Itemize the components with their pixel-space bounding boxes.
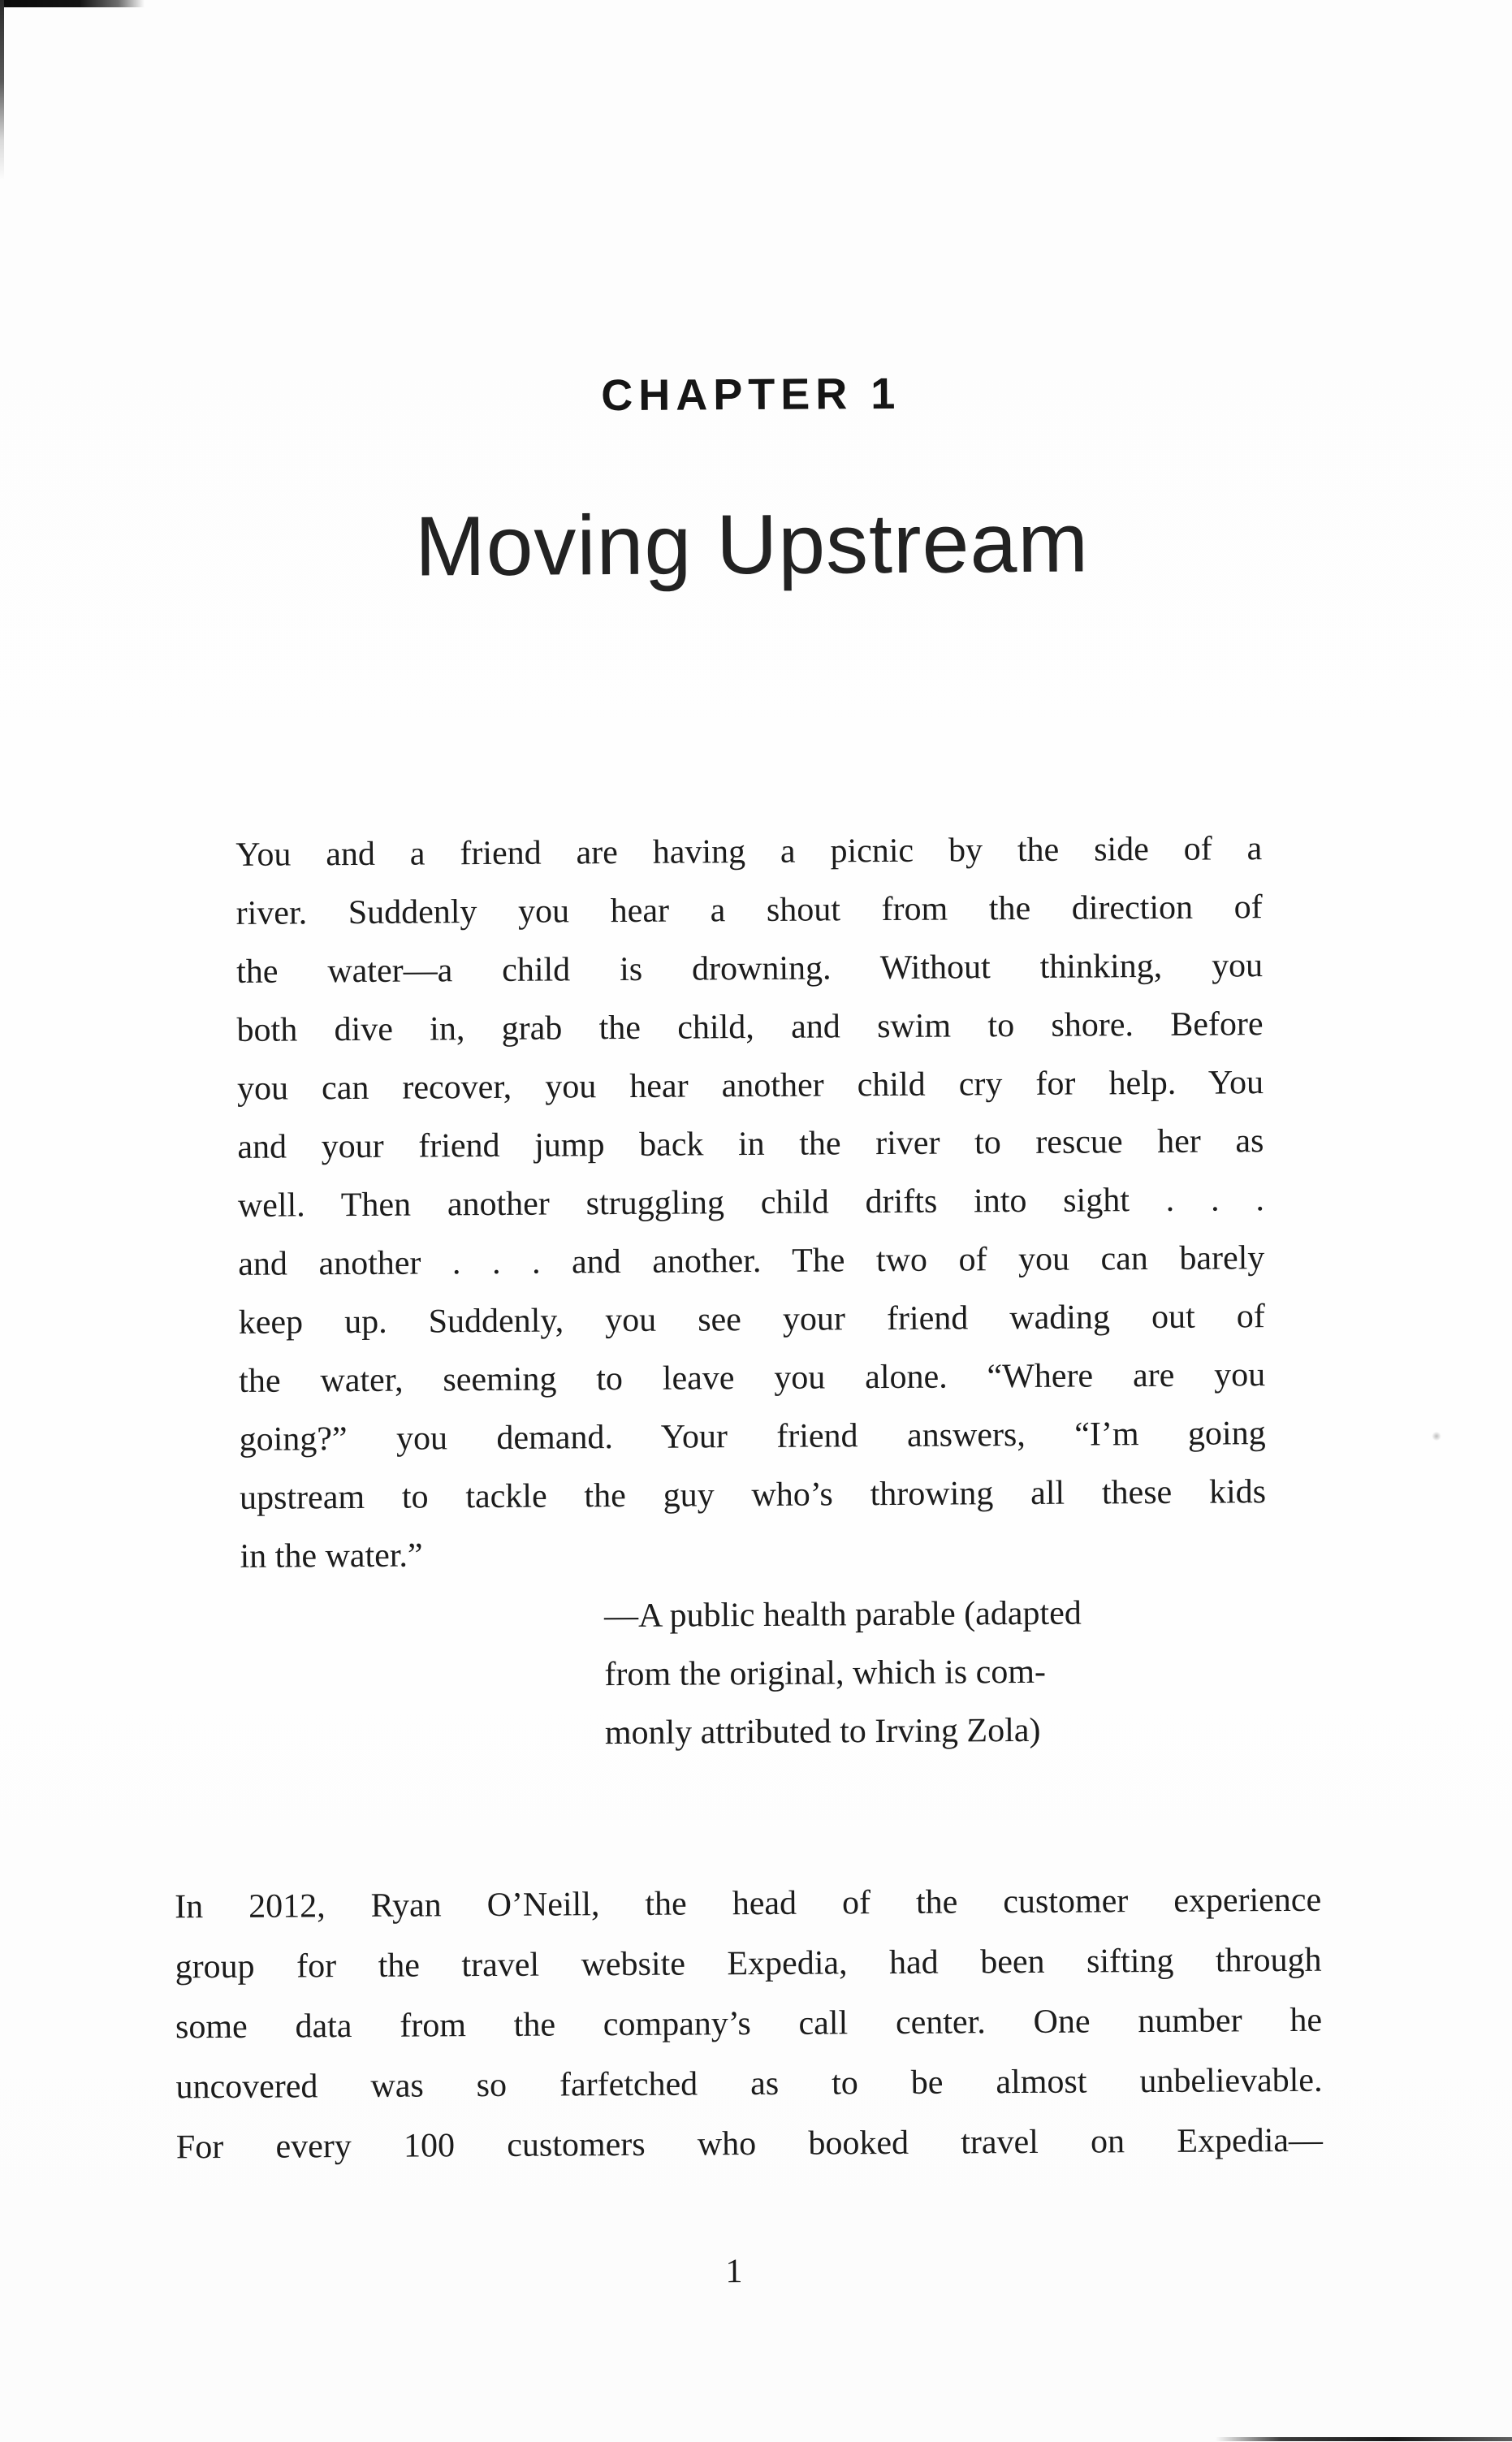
text-line: both dive in, grab the child, and swim to shore. Before [236, 1005, 1264, 1049]
page-number: 1 [725, 2253, 743, 2291]
scan-artifact-bottom-right [1216, 2437, 1512, 2441]
text-line: monly attributed to Irving Zola) [604, 1711, 1041, 1753]
text-line: and another . . . and another. The two of you can barely [238, 1239, 1265, 1283]
text-line: —A public health parable (adapted [603, 1594, 1082, 1636]
scan-artifact-left-edge [0, 0, 4, 180]
text-line: group for the travel website Expedia, had been sifting through [175, 1941, 1322, 1986]
epigraph-quote [235, 819, 1267, 1586]
text-line: river. Suddenly you hear a shout from the direction of [235, 888, 1263, 932]
epigraph-attribution [604, 1583, 1287, 1762]
text-line: and your friend jump back in the river to rescue her as [237, 1122, 1264, 1166]
text-line: from the original, which is com- [604, 1653, 1047, 1694]
text-line: in the water.” [240, 1537, 423, 1575]
text-line: you can recover, you hear another child cry for help. You [236, 1064, 1264, 1108]
text-line: In 2012, Ryan O’Neill, the head of the customer experience [175, 1881, 1322, 1926]
text-line: upstream to tackle the guy who’s throwing all these kids [239, 1473, 1267, 1517]
text-line: keep up. Suddenly, you see your friend wading out of [238, 1298, 1265, 1342]
chapter-kicker: CHAPTER 1 [601, 369, 901, 421]
text-line: uncovered was so farfetched as to be almost unbelievable. [175, 2061, 1323, 2107]
scan-artifact-speck [1432, 1432, 1441, 1441]
text-line: well. Then another struggling child drifts into sight . . . [237, 1181, 1265, 1225]
scan-artifact-top-left [0, 0, 145, 7]
text-line: going?” you demand. Your friend answers, “I’m going [239, 1415, 1266, 1459]
text-line: For every 100 customers who booked travel on Expedia— [175, 2121, 1324, 2167]
text-line: the water, seeming to leave you alone. “Where are you [239, 1356, 1266, 1400]
chapter-title: Moving Upstream [414, 495, 1090, 594]
text-line: some data from the company’s call center. One number he [175, 2001, 1323, 2047]
text-line: the water—a child is drowning. Without thinking, you [235, 947, 1264, 991]
body-paragraph [175, 1870, 1323, 2178]
text-line: You and a friend are having a picnic by the side of a [235, 830, 1263, 874]
